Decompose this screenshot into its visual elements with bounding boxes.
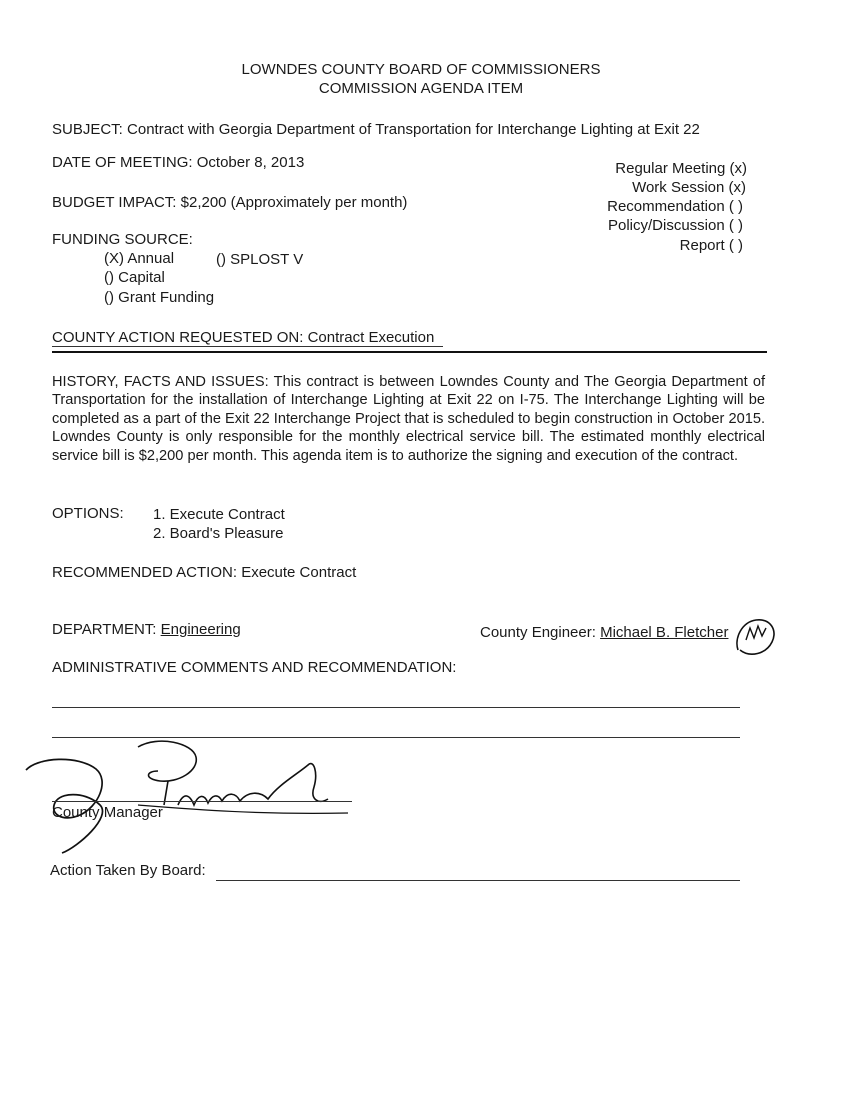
county-manager-signature xyxy=(18,735,363,860)
option-item-2: 2. Board's Pleasure xyxy=(153,525,284,542)
department-line xyxy=(52,621,241,639)
header-org: LOWNDES COUNTY BOARD OF COMMISSIONERS xyxy=(241,61,601,78)
budget-label: BUDGET IMPACT: xyxy=(52,194,177,211)
option-item-1: 1. Execute Contract xyxy=(153,506,285,523)
history-paragraph xyxy=(52,373,765,465)
meeting-type-recommendation: Recommendation ( ) xyxy=(607,198,743,215)
funding-label: FUNDING SOURCE: xyxy=(52,231,193,248)
recommended-line xyxy=(52,564,356,582)
subject-line xyxy=(52,121,700,139)
funding-grant: () Grant Funding xyxy=(104,289,215,306)
meeting-type-work: Work Session (x) xyxy=(632,179,746,196)
history-label: HISTORY, FACTS AND ISSUES: xyxy=(52,374,269,390)
options-label: OPTIONS: xyxy=(52,505,124,522)
section-divider xyxy=(52,351,767,353)
funding-capital: () Capital xyxy=(104,269,165,286)
meeting-date-value: October 8, 2013 xyxy=(196,154,305,171)
funding-splost: () SPLOST V xyxy=(216,251,304,268)
meeting-date-label: DATE OF MEETING: xyxy=(52,154,193,171)
subject-value: Contract with Georgia Department of Transportation for Interchange Lighting at Exit 22 xyxy=(127,121,700,138)
board-action-line xyxy=(216,880,740,881)
recommended-value: Execute Contract xyxy=(241,564,357,581)
admin-comments-label: ADMINISTRATIVE COMMENTS AND RECOMMENDATION: xyxy=(52,659,457,676)
engineer-initials-signature xyxy=(732,610,780,662)
county-manager-label: County Manager xyxy=(52,804,163,821)
funding-annual: (X) Annual xyxy=(104,250,175,267)
meeting-type-regular: Regular Meeting (x) xyxy=(615,160,747,177)
admin-comments-line-1 xyxy=(52,707,740,708)
meeting-type-policy: Policy/Discussion ( ) xyxy=(607,217,743,234)
engineer-name: Michael B. Fletcher xyxy=(600,624,729,641)
action-requested-label: COUNTY ACTION REQUESTED ON: xyxy=(52,329,304,346)
budget-line xyxy=(52,194,407,212)
board-action-label: Action Taken By Board: xyxy=(50,862,206,879)
recommended-label: RECOMMENDED ACTION: xyxy=(52,564,238,581)
engineer-line xyxy=(480,624,728,642)
meeting-type-report: Report ( ) xyxy=(679,237,743,254)
subject-label: SUBJECT: xyxy=(52,121,123,138)
engineer-label: County Engineer: xyxy=(480,624,596,641)
history-text: This contract is between Lowndes County and The Georgia Department of Transportation for the installation of Interchange Lighting at Exit 22 on I-75. The Interchange Lighting will be completed as a part of the Exit 22 Interchange Project that is scheduled to begin construction in October 2015. Lowndes County is only responsible for the monthly electrical service bill. The estimated monthly electrical service bill is $2,200 per month. This agenda item is to authorize the signing and execution of the contract. xyxy=(52,374,765,464)
action-label-underline xyxy=(52,346,443,347)
budget-value: $2,200 (Approximately per month) xyxy=(180,194,408,211)
manager-signature-line xyxy=(52,801,352,802)
header-doc-type: COMMISSION AGENDA ITEM xyxy=(318,80,524,97)
meeting-date-line xyxy=(52,154,304,172)
action-requested-line xyxy=(52,329,434,347)
action-requested-value: Contract Execution xyxy=(307,329,435,346)
department-value: Engineering xyxy=(160,621,241,638)
department-label: DEPARTMENT: xyxy=(52,621,157,638)
